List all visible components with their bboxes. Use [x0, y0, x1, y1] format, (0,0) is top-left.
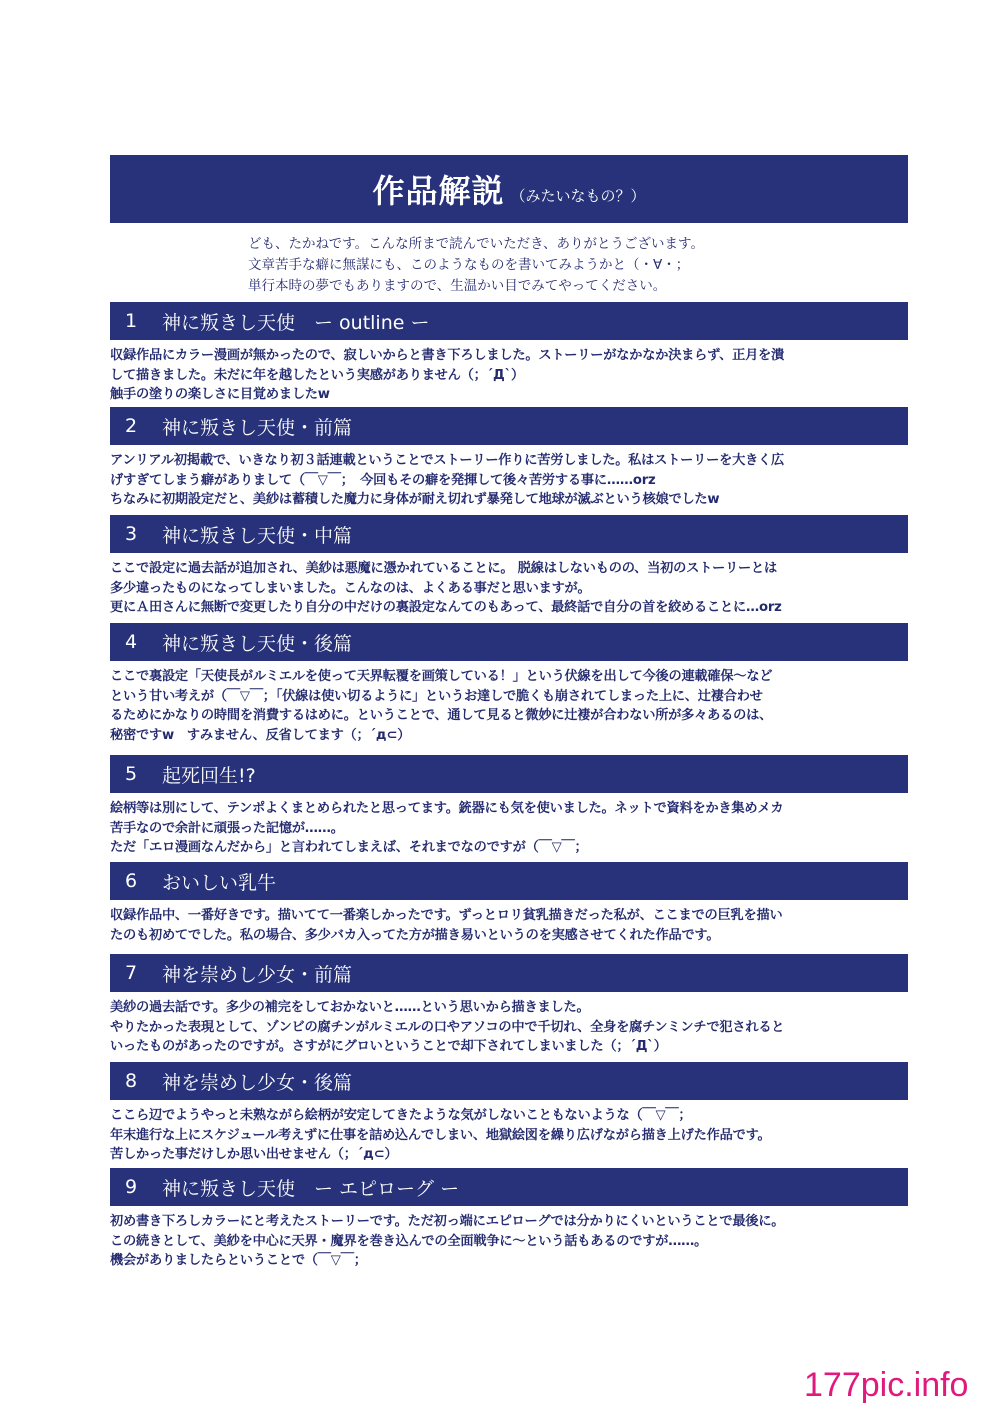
section-header: [110, 623, 908, 661]
section-body: [110, 451, 908, 510]
section-number: 5: [124, 763, 138, 785]
section-9: [110, 1168, 908, 1271]
body-line: げすぎてしまう癖がありまして（￣▽￣； 今回もその癖を発揮して後々苦労する事に……orz: [110, 472, 656, 488]
section-title: 神に叛きし天使・前篇: [162, 416, 353, 439]
section-number: 2: [124, 415, 138, 437]
section-number: 3: [124, 523, 138, 545]
section-title: 神に叛きし天使・後篇: [162, 632, 353, 655]
body-line: アンリアル初掲載で、いきなり初３話連載ということでストーリー作りに苦労しました。私はストーリーを大きく広: [110, 453, 785, 468]
section-header: [110, 954, 908, 992]
section-1: [110, 302, 908, 405]
section-title: 神を崇めし少女・後篇: [162, 1071, 353, 1094]
body-line: 収録作品中、一番好きです。描いてて一番楽しかったです。ずっとロリ貧乳描きだった私が、ここまでの巨乳を描い: [110, 908, 783, 923]
section-body: [110, 667, 908, 745]
body-line: 苦しかった事だけしか思い出せません（；´д⊂）: [110, 1147, 398, 1162]
section-body: [110, 1212, 908, 1271]
section-number: 1: [124, 310, 138, 332]
section-header: [110, 515, 908, 553]
body-line: 苦手なので余計に頑張った記憶が……。: [110, 820, 344, 836]
section-body: [110, 799, 908, 858]
body-line: 触手の塗りの楽しさに目覚めましたw: [110, 387, 330, 402]
section-header: [110, 862, 908, 900]
section-number: 8: [124, 1070, 138, 1092]
section-header: [110, 755, 908, 793]
section-number: 6: [124, 870, 138, 892]
section-3: [110, 515, 908, 618]
section-title: 神に叛きし天使 ー エピローグ ー: [162, 1177, 460, 1200]
body-line: ちなみに初期設定だと、美紗は蓄積した魔力に身体が耐え切れず暴発して地球が滅ぶという核娘でしたw: [110, 492, 720, 507]
body-line: いったものがあったのですが。さすがにグロいということで却下されてしまいました（；´Д`）: [110, 1039, 667, 1054]
section-title: 神に叛きし天使 ー outline ー: [162, 311, 430, 334]
section-title: おいしい乳牛: [162, 871, 277, 894]
section-2: [110, 407, 908, 510]
section-8: [110, 1062, 908, 1165]
section-title: 神に叛きし天使・中篇: [162, 524, 353, 547]
body-line: 収録作品にカラー漫画が無かったので、寂しいからと書き下ろしました。ストーリーがなかなか決まらず、正月を潰: [110, 348, 785, 363]
body-line: 年末進行な上にスケジュール考えずに仕事を詰め込んでしまい、地獄絵図を繰り広げながら描き上げた作品です。: [110, 1127, 771, 1143]
body-line: やりたかった表現として、ゾンビの腐チンがルミエルの口やアソコの中で千切れ、全身を腐チンミンチで犯されると: [110, 1019, 785, 1035]
body-line: この続きとして、美紗を中心に天界・魔界を巻き込んでの全面戦争に～という話もあるのですが……。: [110, 1233, 708, 1249]
body-line: 機会がありましたらということで（￣▽￣；: [110, 1253, 367, 1268]
body-line: ただ「エロ漫画なんだから」と言われてしまえば、それまでなのですが（￣▽￣；: [110, 840, 588, 855]
body-line: ここで裏設定「天使長がルミエルを使って天界転覆を画策している！」という伏線を出して今後の連載確保～など: [110, 669, 773, 684]
section-body: [110, 346, 908, 405]
body-line: 更にＡ田さんに無断で変更したり自分の中だけの裏設定なんてのもあって、最終話で自分の首を絞めることに…orz: [110, 600, 782, 615]
section-7: [110, 954, 908, 1057]
body-line: るためにかなりの時間を消費するはめに。ということで、通して見ると微妙に辻褄が合わない所が多々あるのは、: [110, 708, 773, 723]
section-header: [110, 1062, 908, 1100]
section-header: [110, 1168, 908, 1206]
title-banner: [110, 155, 908, 223]
section-title: 神を崇めし少女・前篇: [162, 963, 353, 986]
section-number: 9: [124, 1176, 138, 1198]
section-5: [110, 755, 908, 858]
site-watermark: 177pic.info: [804, 1366, 969, 1404]
section-number: 4: [124, 631, 138, 653]
section-number: 7: [124, 962, 138, 984]
section-header: [110, 407, 908, 445]
intro-line: 文章苦手な癖に無謀にも、このようなものを書いてみようかと（・∀・；: [248, 257, 690, 273]
body-line: ここら辺でようやっと未熟ながら絵柄が安定してきたような気がしないこともないような（￣▽￣；: [110, 1108, 692, 1123]
intro-line: ども、たかねです。こんな所まで読んでいただき、ありがとうございます。: [248, 236, 704, 252]
body-line: して描きました。未だに年を越したという実感がありません（；´Д`）: [110, 367, 524, 383]
body-line: 秘密ですw すみません、反省してます（；´д⊂）: [110, 727, 411, 743]
body-line: という甘い考えが（￣▽￣；「伏線は使い切るように」というお達しで脆くも崩されてしまった上に、辻褄合わせ: [110, 688, 763, 704]
body-line: ここで設定に過去話が追加され、美紗は悪魔に憑かれていることに。 脱線はしないものの、当初のストーリーとは: [110, 561, 778, 576]
body-line: 美紗の過去話です。多少の補完をしておかないと……という思いから描きました。: [110, 1000, 590, 1015]
body-line: たのも初めてでした。私の場合、多少バカ入ってた方が描き易いというのを実感させてくれた作品です。: [110, 927, 720, 943]
section-header: [110, 302, 908, 340]
body-line: 多少違ったものになってしまいました。こんなのは、よくある事だと思いますが。: [110, 580, 591, 596]
section-body: [110, 559, 908, 618]
section-title: 起死回生!?: [162, 764, 256, 787]
section-body: [110, 998, 908, 1057]
page-subtitle: （みたいなもの？）: [510, 186, 646, 205]
section-6: [110, 862, 908, 945]
section-body: [110, 1106, 908, 1165]
section-body: [110, 906, 908, 945]
page-title: 作品解説: [372, 172, 505, 210]
body-line: 絵柄等は別にして、テンポよくまとめられたと思ってます。銃器にも気を使いました。ネットで資料をかき集めメカ: [110, 801, 784, 816]
intro-line: 単行本時の夢でもありますので、生温かい目でみてやってください。: [248, 278, 667, 294]
intro-text: [248, 234, 888, 297]
section-4: [110, 623, 908, 745]
body-line: 初め書き下ろしカラーにと考えたストーリーです。ただ初っ端にエピローグでは分かりにくいということで最後に。: [110, 1214, 785, 1229]
